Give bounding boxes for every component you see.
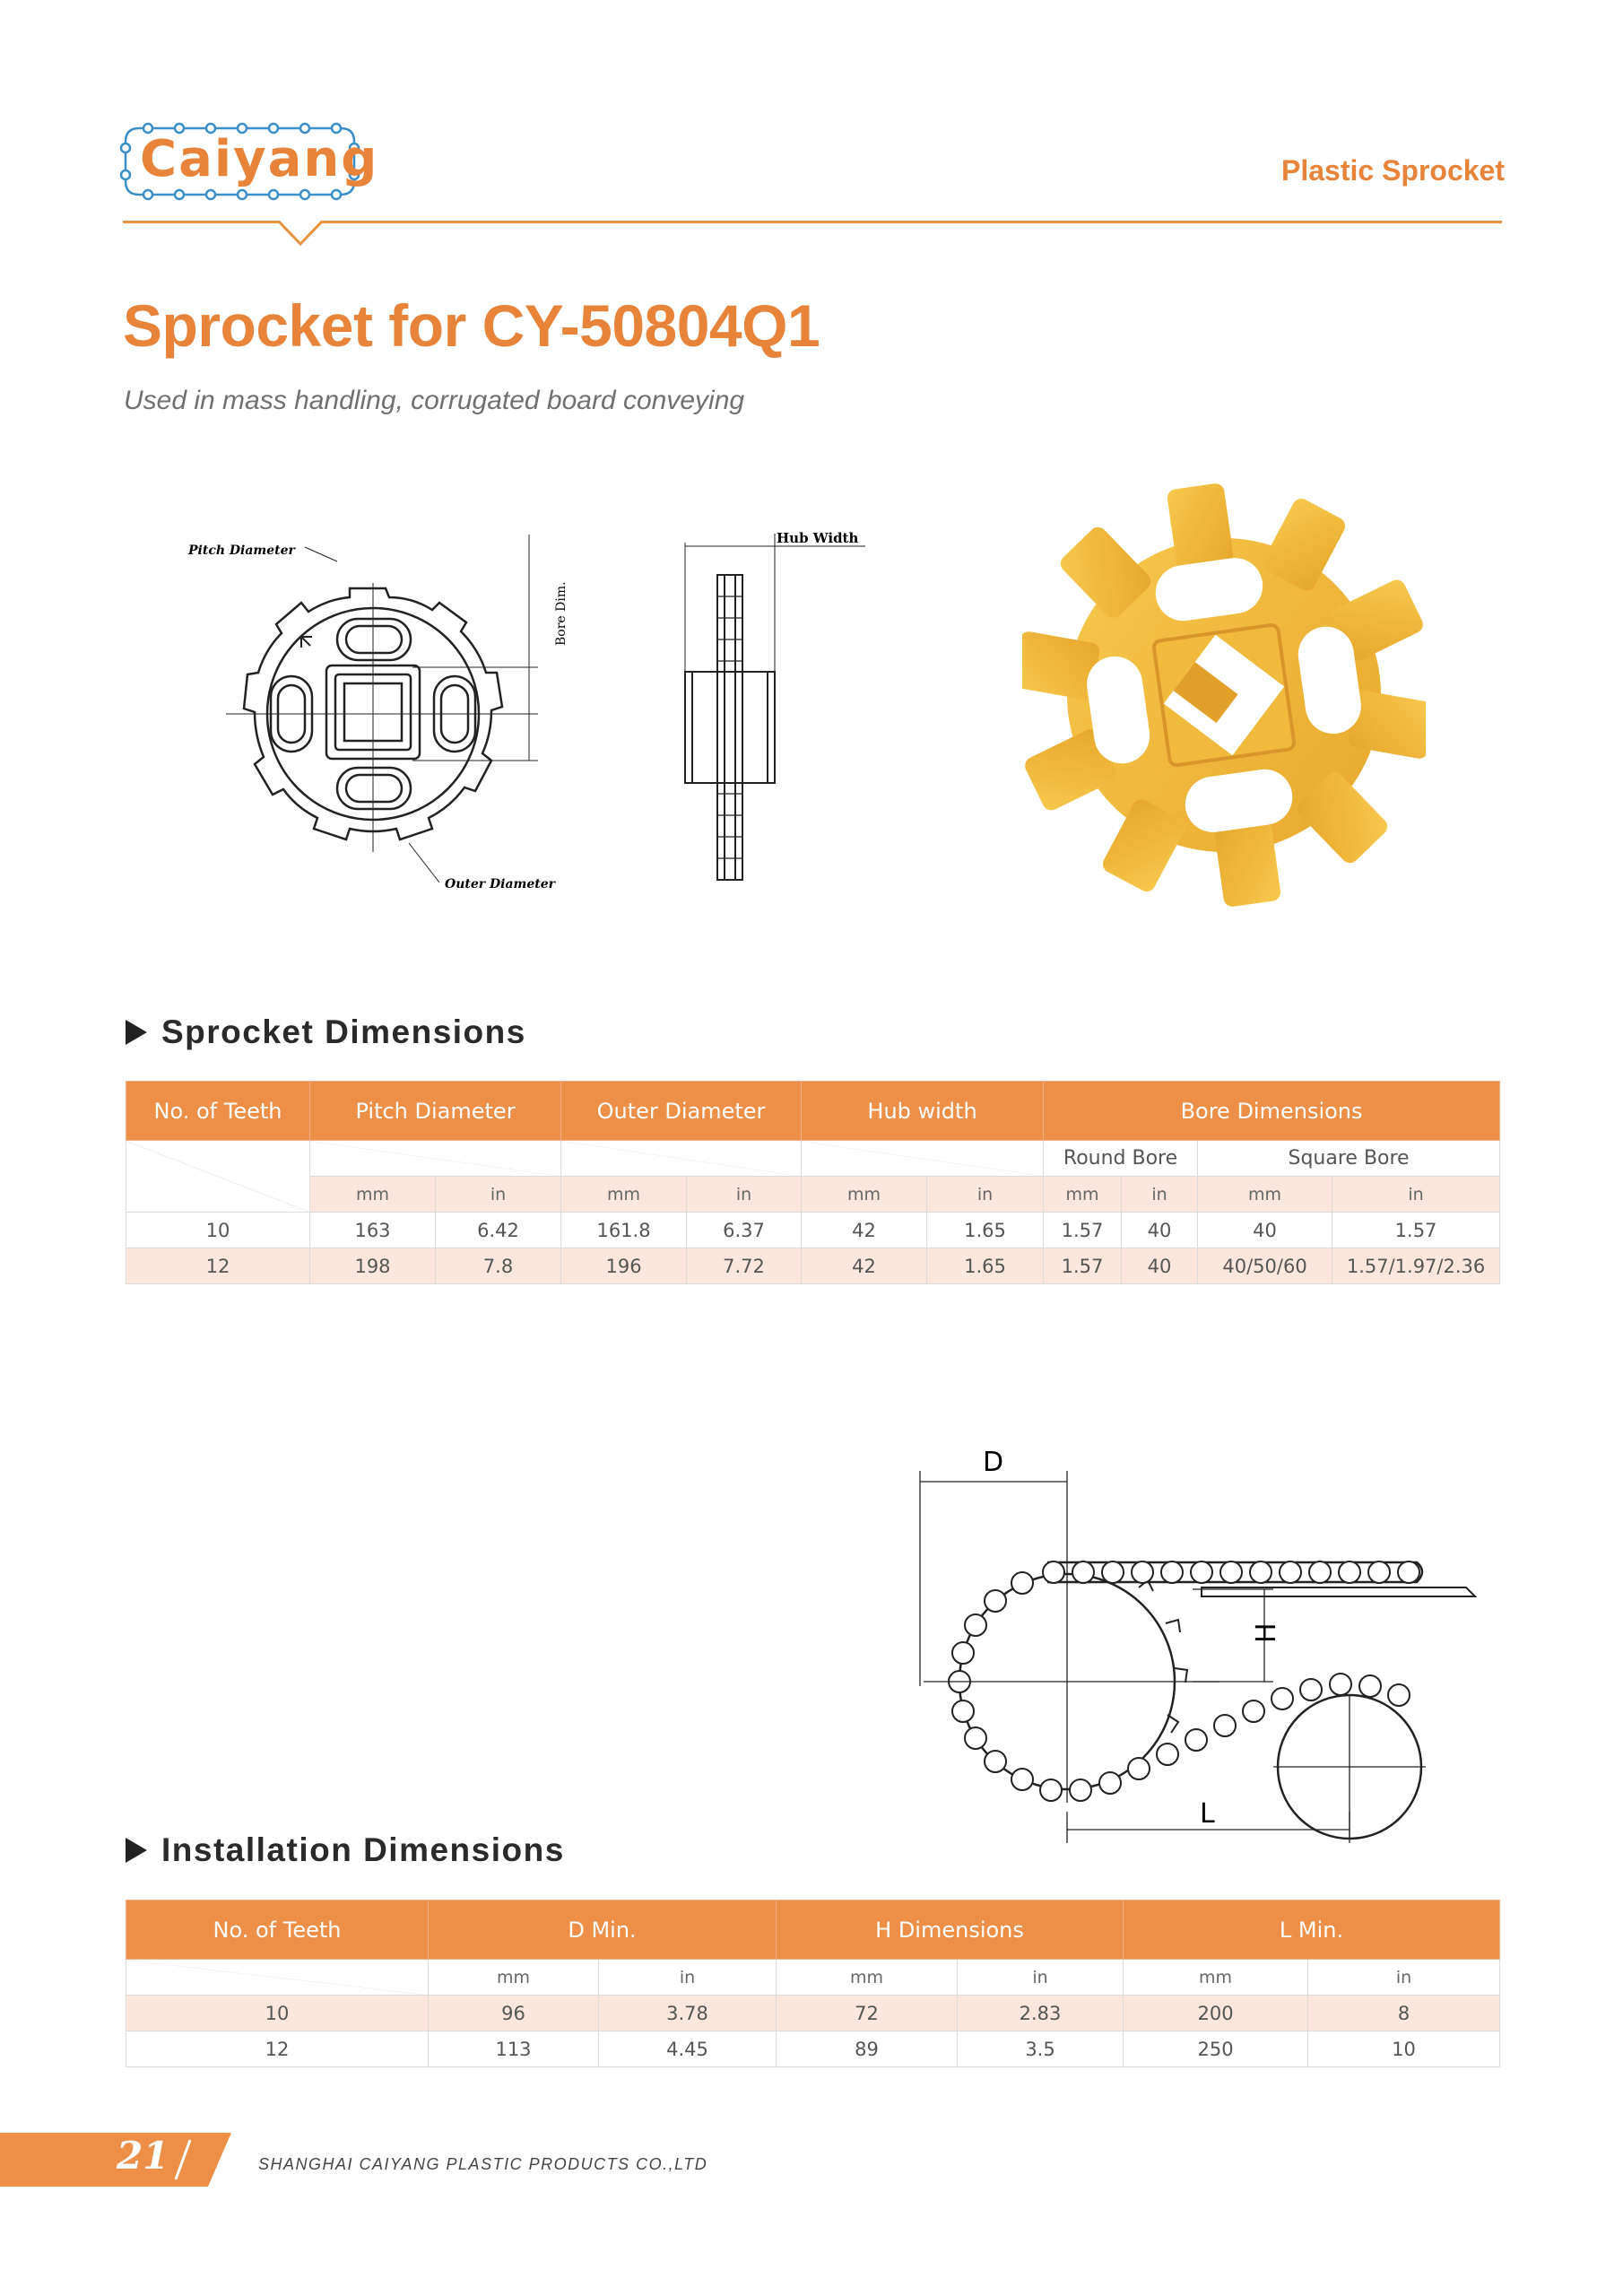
outer-diameter-label: Outer Diameter bbox=[445, 877, 555, 891]
footer-page-bar bbox=[0, 2133, 231, 2187]
table-row: 12 113 4.45 89 3.5 250 10 bbox=[126, 2031, 1500, 2067]
page-subtitle: Used in mass handling, corrugated board conveying bbox=[124, 386, 745, 415]
pitch-diameter-label: Pitch Diameter bbox=[188, 544, 295, 558]
table-corner bbox=[126, 1141, 310, 1213]
unit-cell: mm bbox=[561, 1177, 687, 1213]
installation-dimensions-table bbox=[126, 1900, 1500, 2067]
logo-text: Caiyang bbox=[140, 130, 379, 188]
header-teeth: No. of Teeth bbox=[126, 1900, 429, 1960]
table-row: 12 198 7.8 196 7.72 42 1.65 1.57 40 40/50/60 1.57/1.97/2.36 bbox=[126, 1248, 1500, 1284]
sprocket-side-drawing bbox=[681, 525, 888, 892]
round-bore-label: Round Bore bbox=[1044, 1141, 1198, 1177]
unit-cell: in bbox=[1332, 1177, 1500, 1213]
company-name: SHANGHAI CAIYANG PLASTIC PRODUCTS CO.,LTD bbox=[258, 2155, 708, 2173]
header-notch-icon bbox=[278, 221, 323, 248]
unit-cell: mm bbox=[1044, 1177, 1122, 1213]
header-divider bbox=[123, 221, 1502, 223]
header-outer: Outer Diameter bbox=[561, 1082, 802, 1141]
dim-d-label: D bbox=[983, 1447, 1004, 1478]
brand-logo bbox=[117, 112, 379, 211]
unit-cell: in bbox=[958, 1960, 1124, 1996]
header-d-min: D Min. bbox=[429, 1900, 777, 1960]
square-bore-label: Square Bore bbox=[1198, 1141, 1500, 1177]
section-heading-sprocket: Sprocket Dimensions bbox=[126, 1013, 526, 1051]
sprocket-front-drawing bbox=[170, 529, 601, 915]
unit-cell: mm bbox=[777, 1960, 958, 1996]
unit-cell: in bbox=[1122, 1177, 1198, 1213]
unit-cell: in bbox=[687, 1177, 802, 1213]
section-heading-installation: Installation Dimensions bbox=[126, 1831, 565, 1869]
dim-h-label: H bbox=[1251, 1622, 1282, 1643]
unit-cell: mm bbox=[310, 1177, 436, 1213]
page-number: 21 bbox=[117, 2134, 169, 2178]
table-row: 10 163 6.42 161.8 6.37 42 1.65 1.57 40 40 1.57 bbox=[126, 1213, 1500, 1248]
bore-dim-label: Bore Dim. bbox=[554, 581, 568, 646]
header-hub: Hub width bbox=[802, 1082, 1044, 1141]
header-l-min: L Min. bbox=[1124, 1900, 1500, 1960]
triangle-bullet-icon bbox=[126, 1020, 147, 1045]
dim-l-label: L bbox=[1200, 1798, 1215, 1830]
sprocket-dimensions-table bbox=[126, 1081, 1500, 1284]
unit-cell: in bbox=[436, 1177, 561, 1213]
page-title: Sprocket for CY-50804Q1 bbox=[123, 292, 820, 359]
unit-cell: in bbox=[599, 1960, 777, 1996]
unit-cell: mm bbox=[802, 1177, 927, 1213]
installation-drawing bbox=[897, 1435, 1515, 1857]
header-h-dim: H Dimensions bbox=[777, 1900, 1124, 1960]
triangle-bullet-icon bbox=[126, 1838, 147, 1863]
header-teeth: No. of Teeth bbox=[126, 1082, 310, 1141]
table-corner bbox=[126, 1960, 429, 1996]
category-label: Plastic Sprocket bbox=[1281, 154, 1505, 187]
unit-cell: in bbox=[927, 1177, 1044, 1213]
unit-cell: mm bbox=[429, 1960, 599, 1996]
unit-cell: mm bbox=[1198, 1177, 1332, 1213]
table-row: 10 96 3.78 72 2.83 200 8 bbox=[126, 1996, 1500, 2031]
unit-cell: mm bbox=[1124, 1960, 1308, 1996]
unit-cell: in bbox=[1308, 1960, 1500, 1996]
hub-width-label: Hub Width bbox=[777, 530, 859, 546]
yellow-sprocket-icon bbox=[1022, 480, 1426, 910]
header-pitch: Pitch Diameter bbox=[310, 1082, 561, 1141]
header-bore: Bore Dimensions bbox=[1044, 1082, 1500, 1141]
